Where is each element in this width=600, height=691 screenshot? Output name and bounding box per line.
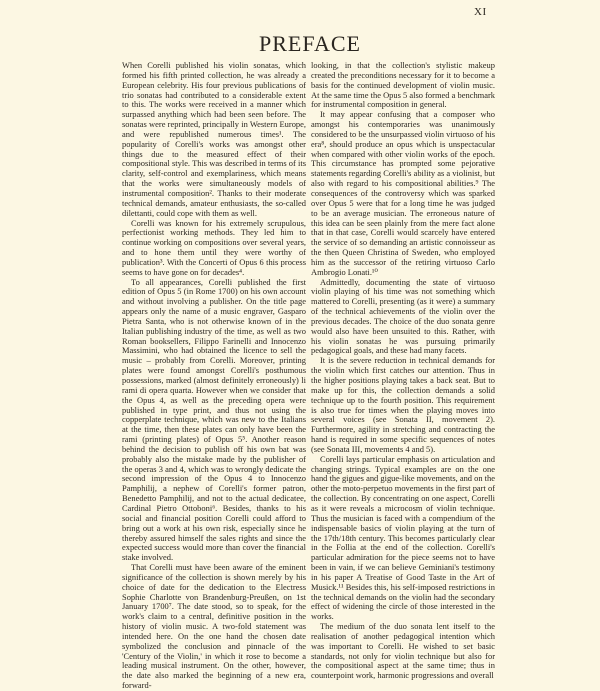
left-column	[122, 61, 306, 691]
paragraph: That Corelli must have been aware of the eminent significance of the collection is shown merely by his choice of date for the dedication to the Electress Sophie Charlotte von Brandenburg-Preußen, on 1st January 1700⁷. The date stood, so to speak, for the work's claim to a central, definitive position in the history of violin music. A two-fold statement was intended here. On the one hand the chosen date symbolized the conclusion and pinnacle of the 'Century of the Violin,' in which it rose to become a leading musical instrument. On the other, however, the date also marked the beginning of a new era, forward-	[122, 562, 306, 691]
paragraph: It may appear confusing that a composer who amongst his contemporaries was unanimously considered to be the unsurpassed violin virtuoso of his era⁸, should produce an opus which is unspectacular when compared with other violin works of the epoch. This circumstance has prompted some pejorative statements regarding Corelli's ability as a violinist, but also with regard to his compositional abilities.⁹ The consequences of the controversy which was sparked over Opus 5 were that for a long time he was judged to be an average musician. The erroneous nature of this idea can be seen plainly from the mere fact alone that in that case, Corelli would scarcely have entered the service of so demanding an artistic connoisseur as the then Queen Christina of Sweden, who employed him as the successor of the retiring virtuoso Carlo Ambrogio Lonati.¹⁰	[311, 109, 495, 277]
paragraph: To all appearances, Corelli published the first edition of Opus 5 (in Rome 1700) on his own account and without involving a publisher. On the title page appears only the name of a music engraver, Gasparo Pietra Santa, who is not otherwise known of in the Italian publishing industry of the time, as well as two Roman booksellers, Filippo Farinelli and Innocenzo Massimini, who had obtained the licence to sell the music – probably from Corelli. Moreover, printing plates were found amongst Corelli's posthumous possessions, marked (almost definitely erroneously) li rami di opera quarta. However when we consider that the Opus 4, as well as the preceding opera were published in type print, and thus not using the copperplate technique, which was new to the Italians at the time, then these plates can only have been the rami (printing plates) of Opus 5⁵. Another reason behind the decision to publish off his own bat was probably also the mistake made by the publisher of the operas 3 and 4, which was to wrongly dedicate the second impression of the Opus 4 to Innocenzo Pamphilij, a nephew of Corelli's former patron, Benedetto Pamphilij, and not to the actual dedicatee, Cardinal Pietro Ottoboni⁶. Besides, thanks to his social and financial position Corelli could afford to bring out a work at his own risk, especially since he thereby assured himself the sales rights and since the expected success would more than cover the financial stake involved.	[122, 276, 306, 563]
paragraph: The medium of the duo sonata lent itself to the realisation of another pedagogical intention which was important to Corelli. He wished to set basic standards, not only for violin technique but also for the compositional aspect at the same time; thus in counterpoint work, harmonic progressions and overall	[311, 621, 495, 681]
paragraph: It is the severe reduction in technical demands for the violin which first catches our attention. Thus in the higher positions playing takes a back seat. But to make up for this, the collection demands a solid technique up to the fourth position. This requirement is also true for times when the playing moves into several voices (see Sonata II, movement 2). Furthermore, agility in stretching and contracting the hand is required in some specific sequences of notes (see Sonata III, movements 4 and 5).	[311, 355, 495, 454]
page-title: PREFACE	[259, 31, 361, 56]
paragraph: looking, in that the collection's stylistic makeup created the preconditions necessary for it to become a basis for the continued development of violin music. At the same time the Opus 5 also formed a benchmark for instrumental composition in general.	[311, 60, 495, 110]
paragraph: Corelli was known for his extremely scrupulous, perfectionist working methods. They led him to continue working on compositions over several years, and to hone them until they were worthy of publication³. With the Concerti of Opus 6 this process seems to have gone on for decades⁴.	[122, 217, 306, 277]
paragraph: When Corelli published his violin sonatas, which formed his fifth printed collection, he was already a European celebrity. His four previous publications of trio sonatas had contributed to a considerable extent to this. The works were received in a manner which surpassed anything which had been seen before. The sonatas were reprinted, principally in Western Europe, and were republished numerous times¹. The popularity of Corelli's works was amongst other things due to the measured effect of their compositional style. This was described in terms of its clarity, self-control and exemplariness, which means that the works were simultaneously models of instrumental composition². Thanks to their moderate technical demands, amateur enthusiasts, the so-called dilettanti, could cope with them as well.	[122, 60, 306, 218]
paragraph: Admittedly, documenting the state of virtuoso violin playing of his time was not something which mattered to Corelli, presenting (as it were) a summary of the technical achievements of the violin over the previous decades. The choice of the duo sonata genre would also have been unsuited to this. Rather, with his violin sonatas he was pursuing primarily pedagogical goals, and these had many facets.	[311, 276, 495, 356]
page-number: XI	[474, 6, 487, 18]
paragraph: Corelli lays particular emphasis on articulation and changing strings. Typical examples are on the one hand the gigues and gigue-like movements, and on the other the moto-perpetuo movements in the first part of the collection. By concentrating on one aspect, Corelli as it were reveals a microcosm of violin technique. Thus the musician is faced with a compendium of the indispensable basics of violin playing at the turn of the 17th/18th century. This becomes particularly clear in the Follia at the end of the collection. Corelli's particular admiration for the piece seems not to have been in vain, if we can believe Geminiani's testimony in his paper A Treatise of Good Taste in the Art of Musick.¹¹ Besides this, his self-imposed restrictions in the technical demands on the violin had the secondary effect of widening the circle of those interested in the works.	[311, 453, 495, 622]
right-column	[311, 61, 495, 681]
